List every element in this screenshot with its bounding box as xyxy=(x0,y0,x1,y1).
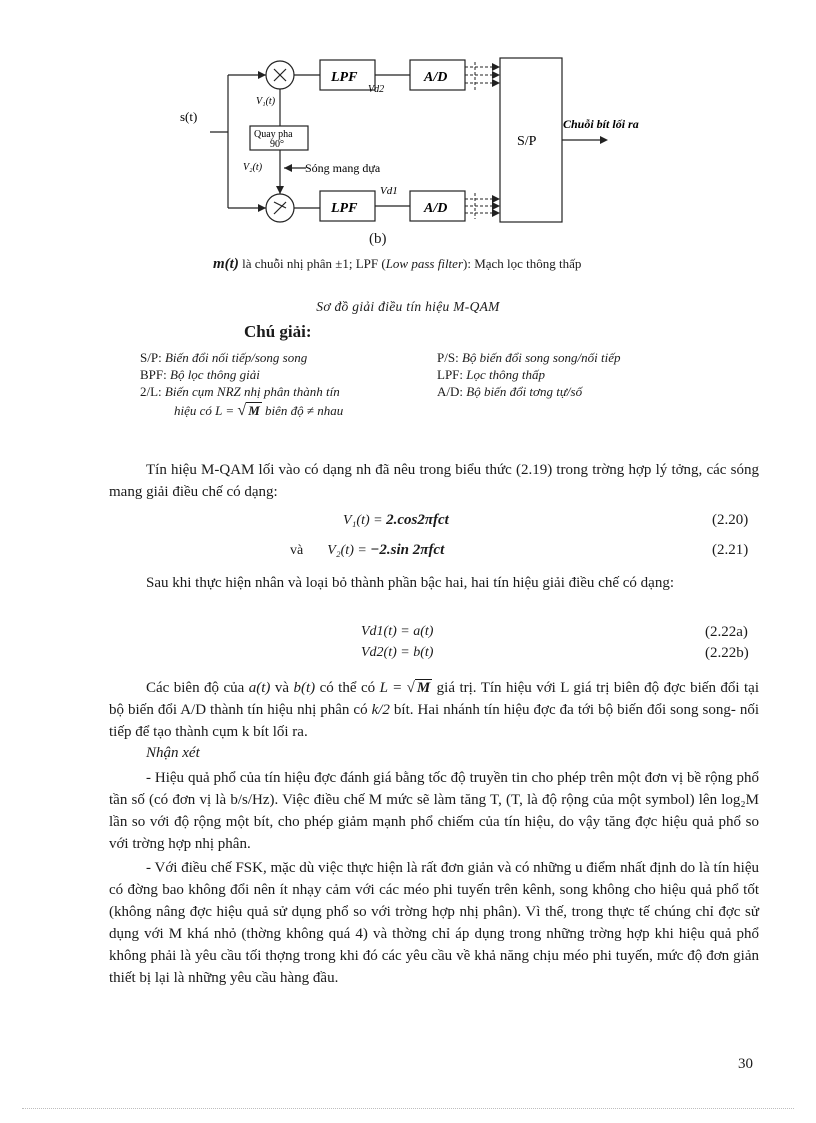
legend-right-column xyxy=(437,349,620,400)
equation-2-22a: Vd1(t) = a(t) xyxy=(361,624,434,639)
ad-top-label: A/D xyxy=(424,70,448,85)
block-diagram xyxy=(0,0,816,250)
sp-label: S/P xyxy=(517,134,537,149)
vd2-label: Vd2 xyxy=(368,84,385,95)
carrier-label: Sóng mang dựa xyxy=(305,161,381,175)
paragraph-5: - Với điều chế FSK, mặc dù việc thực hiện là rất đơn giản và có những u điểm nhất định do là tín hiệu có đờng bao không đổi nên ít nhạy cảm với các méo phi tuyến trên kênh, song không cho hiệu quả phổ tốt (không nâng đợc hiệu quả sử dụng phổ so với trờng hợp nhị phân). Vì thế, trong thực tế chúng chỉ đợc sử dụng với M khá nhỏ (thờng không quá 4) và thờng chỉ áp dụng trong những trờng hợp khi hiệu quả phổ không phải là yêu cầu tối thợng trong khi đó các yêu cầu về khả năng chịu méo phi tuyến, mức độ đơn giản thiết bị lại là những yêu cầu hàng đầu. xyxy=(109,860,759,986)
figure-subcaption: (b) xyxy=(369,231,387,247)
figure-note xyxy=(213,256,581,273)
note-text-end: ): Mạch lọc thông thấp xyxy=(463,256,582,271)
v1-label: V₁(t) xyxy=(256,96,276,107)
page-number: 30 xyxy=(738,1056,753,1072)
legend-item: LPF: Lọc thông thấp xyxy=(437,367,545,382)
vd1-label: Vd1 xyxy=(380,185,398,197)
legend-item: 2/L: Biến cụm NRZ nhị phân thành tín xyxy=(140,384,340,399)
remark-heading: Nhận xét xyxy=(146,745,200,761)
legend-item: BPF: Bộ lọc thông giải xyxy=(140,367,260,382)
equation-2-22b: Vd2(t) = b(t) xyxy=(361,645,434,660)
equation-number: (2.22b) xyxy=(705,645,749,661)
equation-2-20: V₁(t) = 2.cos2πfct xyxy=(343,512,449,528)
equation-number: (2.21) xyxy=(712,542,749,558)
v2-label: V₂(t) xyxy=(243,162,263,173)
equation-2-21: và V₂(t) = −2.sin 2πfct xyxy=(290,542,445,558)
phase-shift-degrees: 90° xyxy=(270,139,284,150)
input-signal-label: s(t) xyxy=(180,109,198,124)
lpf-bottom-label: LPF xyxy=(331,201,358,216)
note-symbol: m(t) xyxy=(213,256,239,272)
paragraph-3: Các biên độ của a(t) và b(t) có thể có L = √ M giá trị. Tín hiệu với L giá trị biên độ đợc biến đổi tại bộ biến đổi A/D thành tín hiệu nhị phân có k/2 bít. Hai nhánh tín hiệu đợc đa tới bộ biến đổi song song- nối tiếp để tạo thành cụm k bít lối ra. xyxy=(109,680,760,740)
paragraph-2: Sau khi thực hiện nhân và loại bỏ thành phần bậc hai, hai tín hiệu giải điều chế có dạng: xyxy=(146,575,674,591)
figure-title: Sơ đồ giải điều tín hiệu M-QAM xyxy=(316,299,500,314)
ad-bottom-label: A/D xyxy=(424,201,448,216)
note-lpf-english: Low pass filter xyxy=(385,256,463,271)
legend-left-column xyxy=(140,349,340,400)
paragraph-4: - Hiệu quả phổ của tín hiệu đợc đánh giá bằng tốc độ truyền tin cho phép trên một đơn vị bề rộng phổ tần số (có đơn vị là b/s/Hz). Việc điều chế M mức sẽ làm tăng T, (T, là độ rộng của một symbol) lên log₂M lần so với độ rộng một bít, cho phép giảm mạnh phổ chiếm của tín hiệu, do vậy tăng đợc hiệu quả phổ so với trờng hợp nhị phân. xyxy=(109,770,759,852)
paragraph-1: Tín hiệu M-QAM lối vào có dạng nh đã nêu trong biểu thức (2.19) trong trờng hợp lý tởng, các sóng mang giải điều chế có dạng: xyxy=(109,462,759,500)
note-text: là chuỗi nhị phân ±1; LPF ( xyxy=(238,256,386,271)
legend-item: P/S: Bộ biến đổi song song/nối tiếp xyxy=(437,350,621,365)
phase-shift-label: Quay pha xyxy=(254,129,293,140)
page-bottom-divider xyxy=(22,1108,794,1109)
legend-item: A/D: Bộ biến đổi tơng tự/số xyxy=(437,384,583,399)
legend-continuation: hiệu có L = √ M biên độ ≠ nhau xyxy=(174,402,344,419)
lpf-top-label: LPF xyxy=(331,70,358,85)
legend-title: Chú giải: xyxy=(244,322,312,341)
output-label: Chuỗi bít lối ra xyxy=(563,117,639,131)
legend-item: S/P: Biến đổi nối tiếp/song song xyxy=(140,350,308,365)
equation-number: (2.22a) xyxy=(705,624,748,640)
equation-number: (2.20) xyxy=(712,512,749,528)
